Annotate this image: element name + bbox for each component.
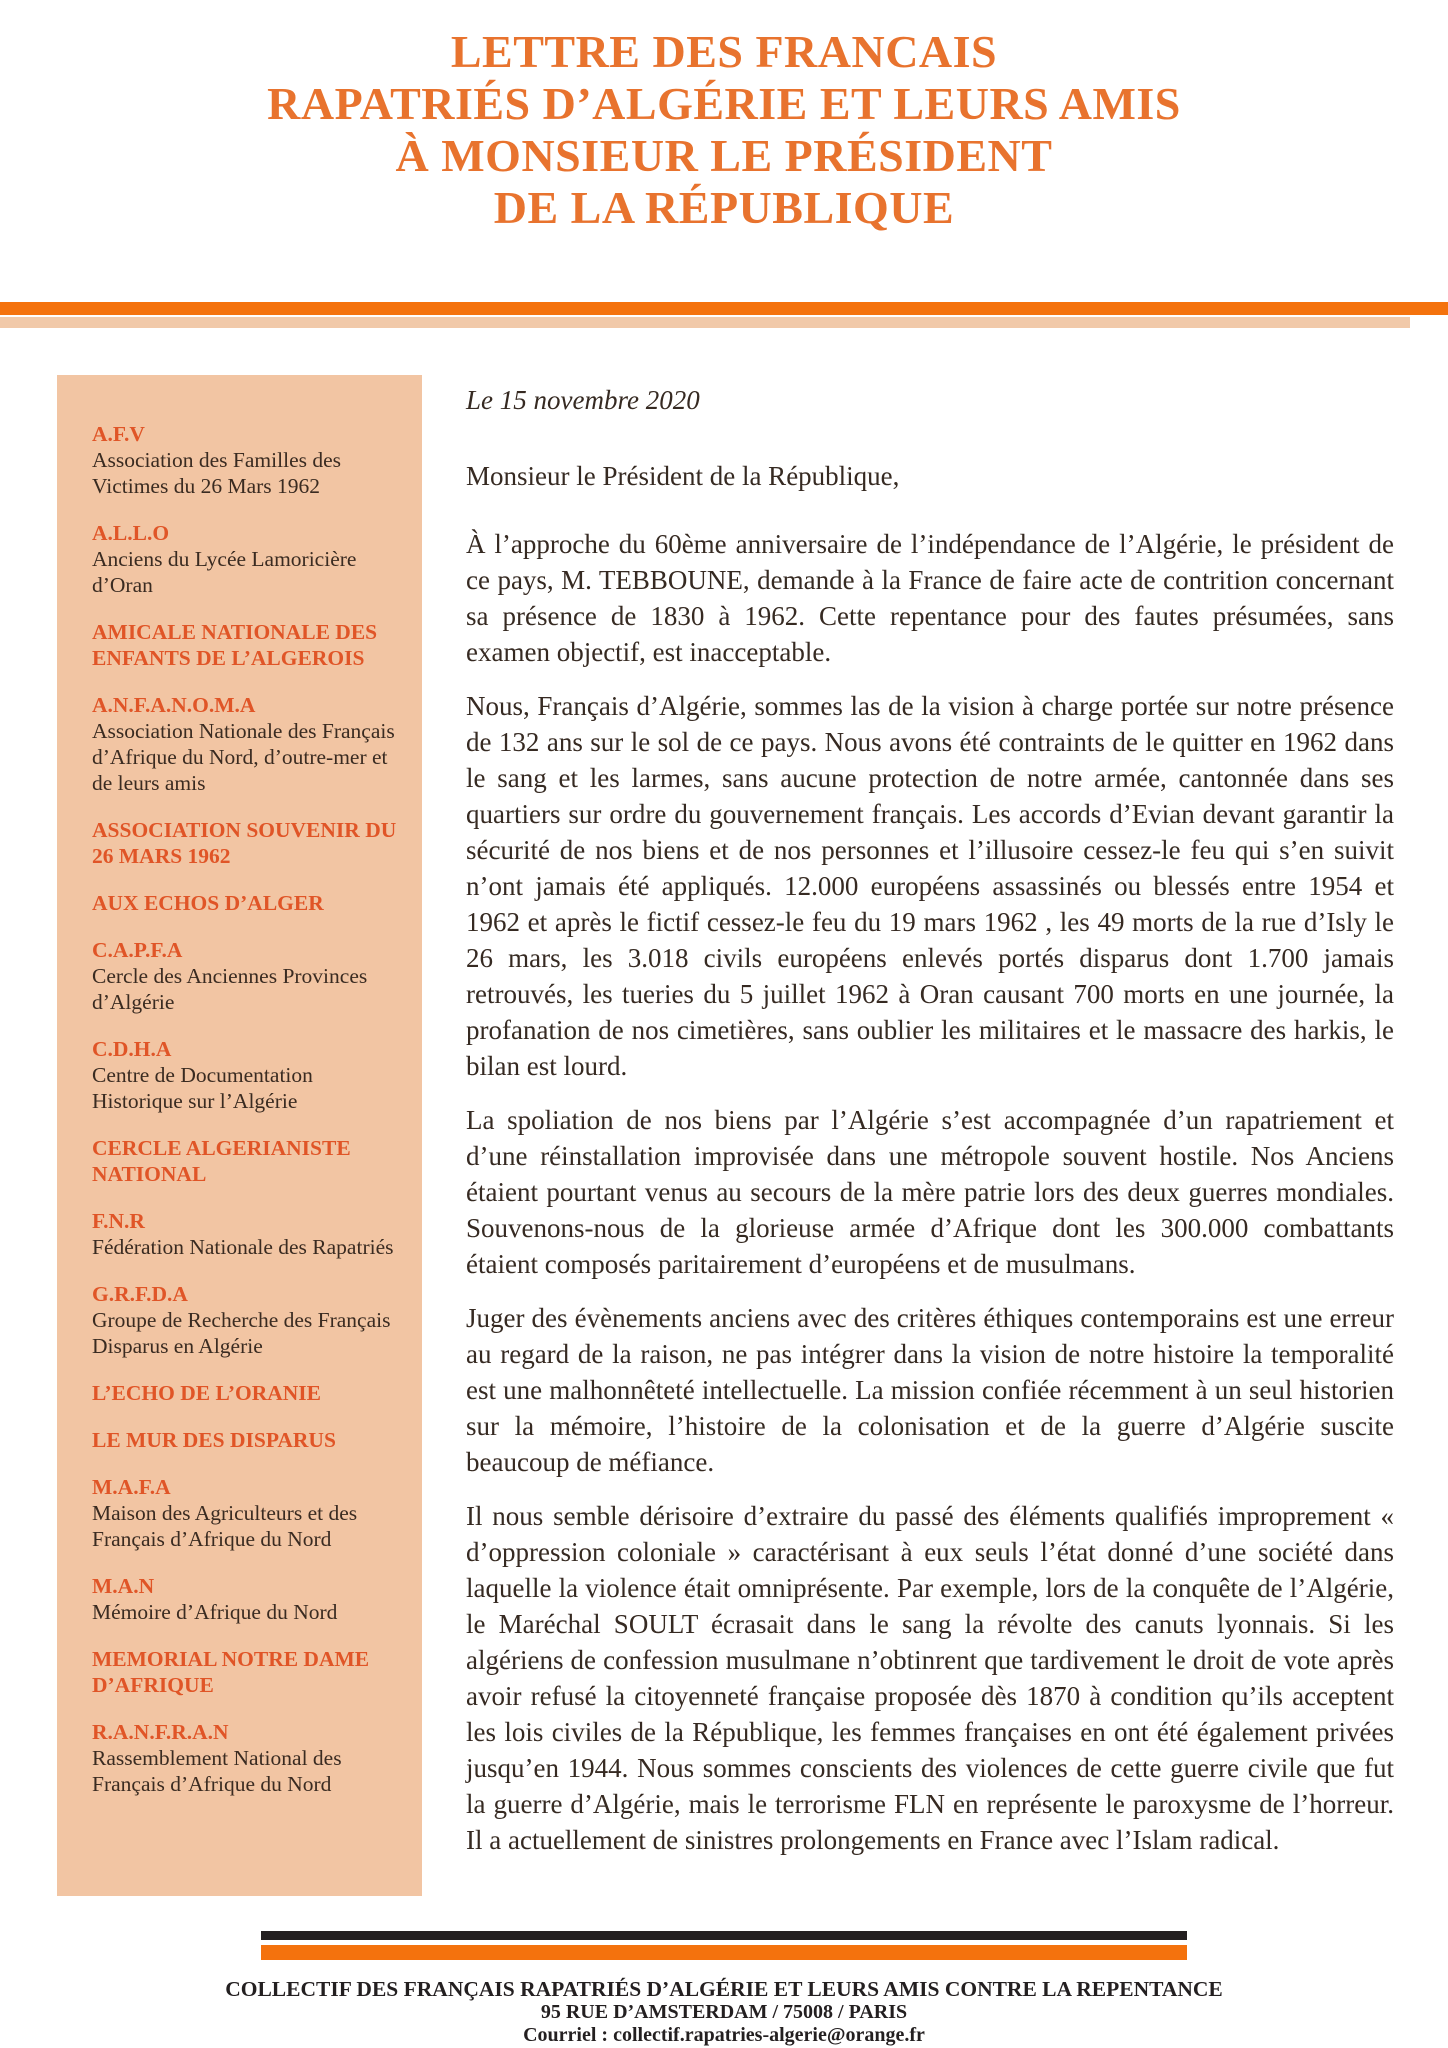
associations-sidebar — [57, 375, 422, 1896]
letter-paragraph: À l’approche du 60ème anniversaire de l’indépendance de l’Algérie, le président de ce pays, M. TEBBOUNE, demande à la France de faire acte de contrition concernant sa présence de 1830 à 1962. Cette repentance pour des fautes présumées, sans examen objectif, est inacceptable. — [466, 529, 1394, 667]
association-item — [92, 1208, 398, 1260]
footer-address: 95 RUE D’AMSTERDAM / 75008 / PARIS — [540, 2001, 908, 2023]
association-name: Anciens du Lycée Lamoricière d’Oran — [92, 547, 357, 597]
letter-body — [466, 382, 1394, 1876]
association-acronym: LE MUR DES DISPARUS — [92, 1428, 336, 1452]
association-item — [92, 1281, 398, 1359]
association-item — [92, 1646, 398, 1698]
page-title-line: DE LA RÉPUBLIQUE — [493, 182, 955, 233]
letter-paragraph: Nous, Français d’Algérie, sommes las de la vision à charge portée sur notre présence de 132 ans sur le sol de ce pays. Nous avons été contraints de le quitter en 1962 dans le sang et les larmes, sans aucune protection de notre armée, cantonnée dans ses quartiers sur ordre du gouvernement français. Les accords d’Evian devant garantir la sécurité de nos biens et de nos personnes et l’illusoire cessez-le feu qui s’en suivit n’ont jamais été appliqués. 12.000 européens assassinés ou blessés entre 1954 et 1962 et après le fictif cessez-le feu du 19 mars 1962 , les 49 morts de la rue d’Isly le 26 mars, les 3.018 civils européens enlevés portés disparus dont 1.700 jamais retrouvés, les tueries du 5 juillet 1962 à Oran causant 700 morts en une journée, la profanation de nos cimetières, sans oublier les militaires et le massacre des harkis, le bilan est lourd. — [466, 691, 1394, 1081]
association-acronym: F.N.R — [92, 1209, 145, 1233]
association-item — [92, 1427, 398, 1453]
association-item — [92, 890, 398, 916]
page-title-line: À MONSIEUR LE PRÉSIDENT — [395, 130, 1053, 181]
footer-email: Courriel : collectif.rapatries-algerie@orange.fr — [523, 2024, 925, 2046]
association-name: Mémoire d’Afrique du Nord — [92, 1600, 338, 1624]
letter-paragraph: La spoliation de nos biens par l’Algérie s’est accompagnée d’un rapatriement et d’une réinstallation improvisée dans une métropole souvent hostile. Nos Anciens étaient pourtant venus au secours de la mère patrie lors des deux guerres mondiales. Souvenons-nous de la glorieuse armée d’Afrique dont les 300.000 combattants étaient composés paritairement d’européens et de musulmans. — [466, 1105, 1394, 1279]
letter-date: Le 15 novembre 2020 — [466, 385, 700, 415]
divider-peach-bar — [0, 317, 1410, 328]
association-acronym: AMICALE NATIONALE DES ENFANTS DE L’ALGEROIS — [92, 620, 378, 670]
footer-collective-name: COLLECTIF DES FRANÇAIS RAPATRIÉS D’ALGÉRIE ET LEURS AMIS CONTRE LA REPENTANCE — [225, 1977, 1223, 2001]
divider-orange-bar — [0, 302, 1448, 315]
footer-rule-orange — [261, 1945, 1187, 1960]
association-item — [92, 520, 398, 598]
association-acronym: C.D.H.A — [92, 1037, 172, 1061]
association-acronym: C.A.P.F.A — [92, 938, 183, 962]
association-acronym: A.N.F.A.N.O.M.A — [92, 693, 256, 717]
letter-paragraph: Juger des évènements anciens avec des critères éthiques contemporains est une erreur au regard de la raison, ne pas intégrer dans la vision de notre histoire la temporalité est une malhonnêteté intellectuelle. La mission confiée récemment à un seul historien sur la mémoire, l’histoire de la colonisation et de la guerre d’Algérie suscite beaucoup de méfiance. — [466, 1303, 1394, 1477]
association-item — [92, 817, 398, 869]
association-item — [92, 1719, 398, 1797]
association-name: Cercle des Anciennes Provinces d’Algérie — [92, 964, 368, 1014]
association-acronym: A.F.V — [92, 422, 145, 446]
page-title-line: RAPATRIÉS D’ALGÉRIE ET LEURS AMIS — [267, 78, 1181, 129]
association-name: Association Nationale des Français d’Afrique du Nord, d’outre-mer et de leurs amis — [92, 719, 395, 795]
association-item — [92, 1573, 398, 1625]
association-name: Maison des Agriculteurs et des Français d’Afrique du Nord — [92, 1501, 358, 1551]
association-item — [92, 421, 398, 499]
association-acronym: AUX ECHOS D’ALGER — [92, 891, 324, 915]
association-item — [92, 1135, 398, 1187]
association-acronym: M.A.N — [92, 1574, 155, 1598]
association-name: Association des Familles des Victimes du 26 Mars 1962 — [92, 448, 342, 498]
association-item — [92, 1474, 398, 1552]
page-title — [0, 26, 1448, 234]
association-acronym: G.R.F.D.A — [92, 1282, 188, 1306]
association-name: Groupe de Recherche des Français Disparus en Algérie — [92, 1308, 391, 1358]
association-item — [92, 1036, 398, 1114]
footer-rule-black — [261, 1931, 1187, 1940]
association-item — [92, 937, 398, 1015]
association-name: Rassemblement National des Français d’Afrique du Nord — [92, 1746, 342, 1796]
footer-divider — [261, 1931, 1187, 1960]
association-acronym: ASSOCIATION SOUVENIR DU 26 MARS 1962 — [92, 818, 397, 868]
association-acronym: L’ECHO DE L’ORANIE — [92, 1381, 321, 1405]
association-name: Centre de Documentation Historique sur l’Algérie — [92, 1063, 313, 1113]
footer-text — [0, 1977, 1448, 2047]
association-item — [92, 1380, 398, 1406]
letter-paragraph: Il nous semble dérisoire d’extraire du passé des éléments qualifiés improprement « d’oppression coloniale » caractérisant à eux seuls l’état donné d’une société dans laquelle la violence était omniprésente. Par exemple, lors de la conquête de l’Algérie, le Maréchal SOULT écrasait dans le sang la révolte des canuts lyonnais. Si les algériens de confession musulmane n’obtinrent que tardivement le droit de vote après avoir refusé la citoyenneté française proposée dès 1870 à condition qu’ils acceptent les lois civiles de la République, les femmes françaises en ont été également privées jusqu’en 1944. Nous sommes conscients des violences de cette guerre civile que fut la guerre d’Algérie, mais le terrorisme FLN en représente le paroxysme de l’horreur. Il a actuellement de sinistres prolongements en France avec l’Islam radical. — [466, 1501, 1394, 1855]
association-item — [92, 692, 398, 796]
association-acronym: CERCLE ALGERIANISTE NATIONAL — [92, 1136, 351, 1186]
association-name: Fédération Nationale des Rapatriés — [92, 1235, 394, 1259]
letter-salutation: Monsieur le Président de la République, — [466, 461, 900, 491]
association-acronym: M.A.F.A — [92, 1475, 171, 1499]
association-acronym: A.L.L.O — [92, 521, 170, 545]
association-acronym: R.A.N.F.R.A.N — [92, 1720, 229, 1744]
association-acronym: MEMORIAL NOTRE DAME D’AFRIQUE — [92, 1647, 370, 1697]
association-item — [92, 619, 398, 671]
page-title-line: LETTRE DES FRANCAIS — [450, 26, 998, 77]
letter-paragraphs — [466, 526, 1394, 1858]
